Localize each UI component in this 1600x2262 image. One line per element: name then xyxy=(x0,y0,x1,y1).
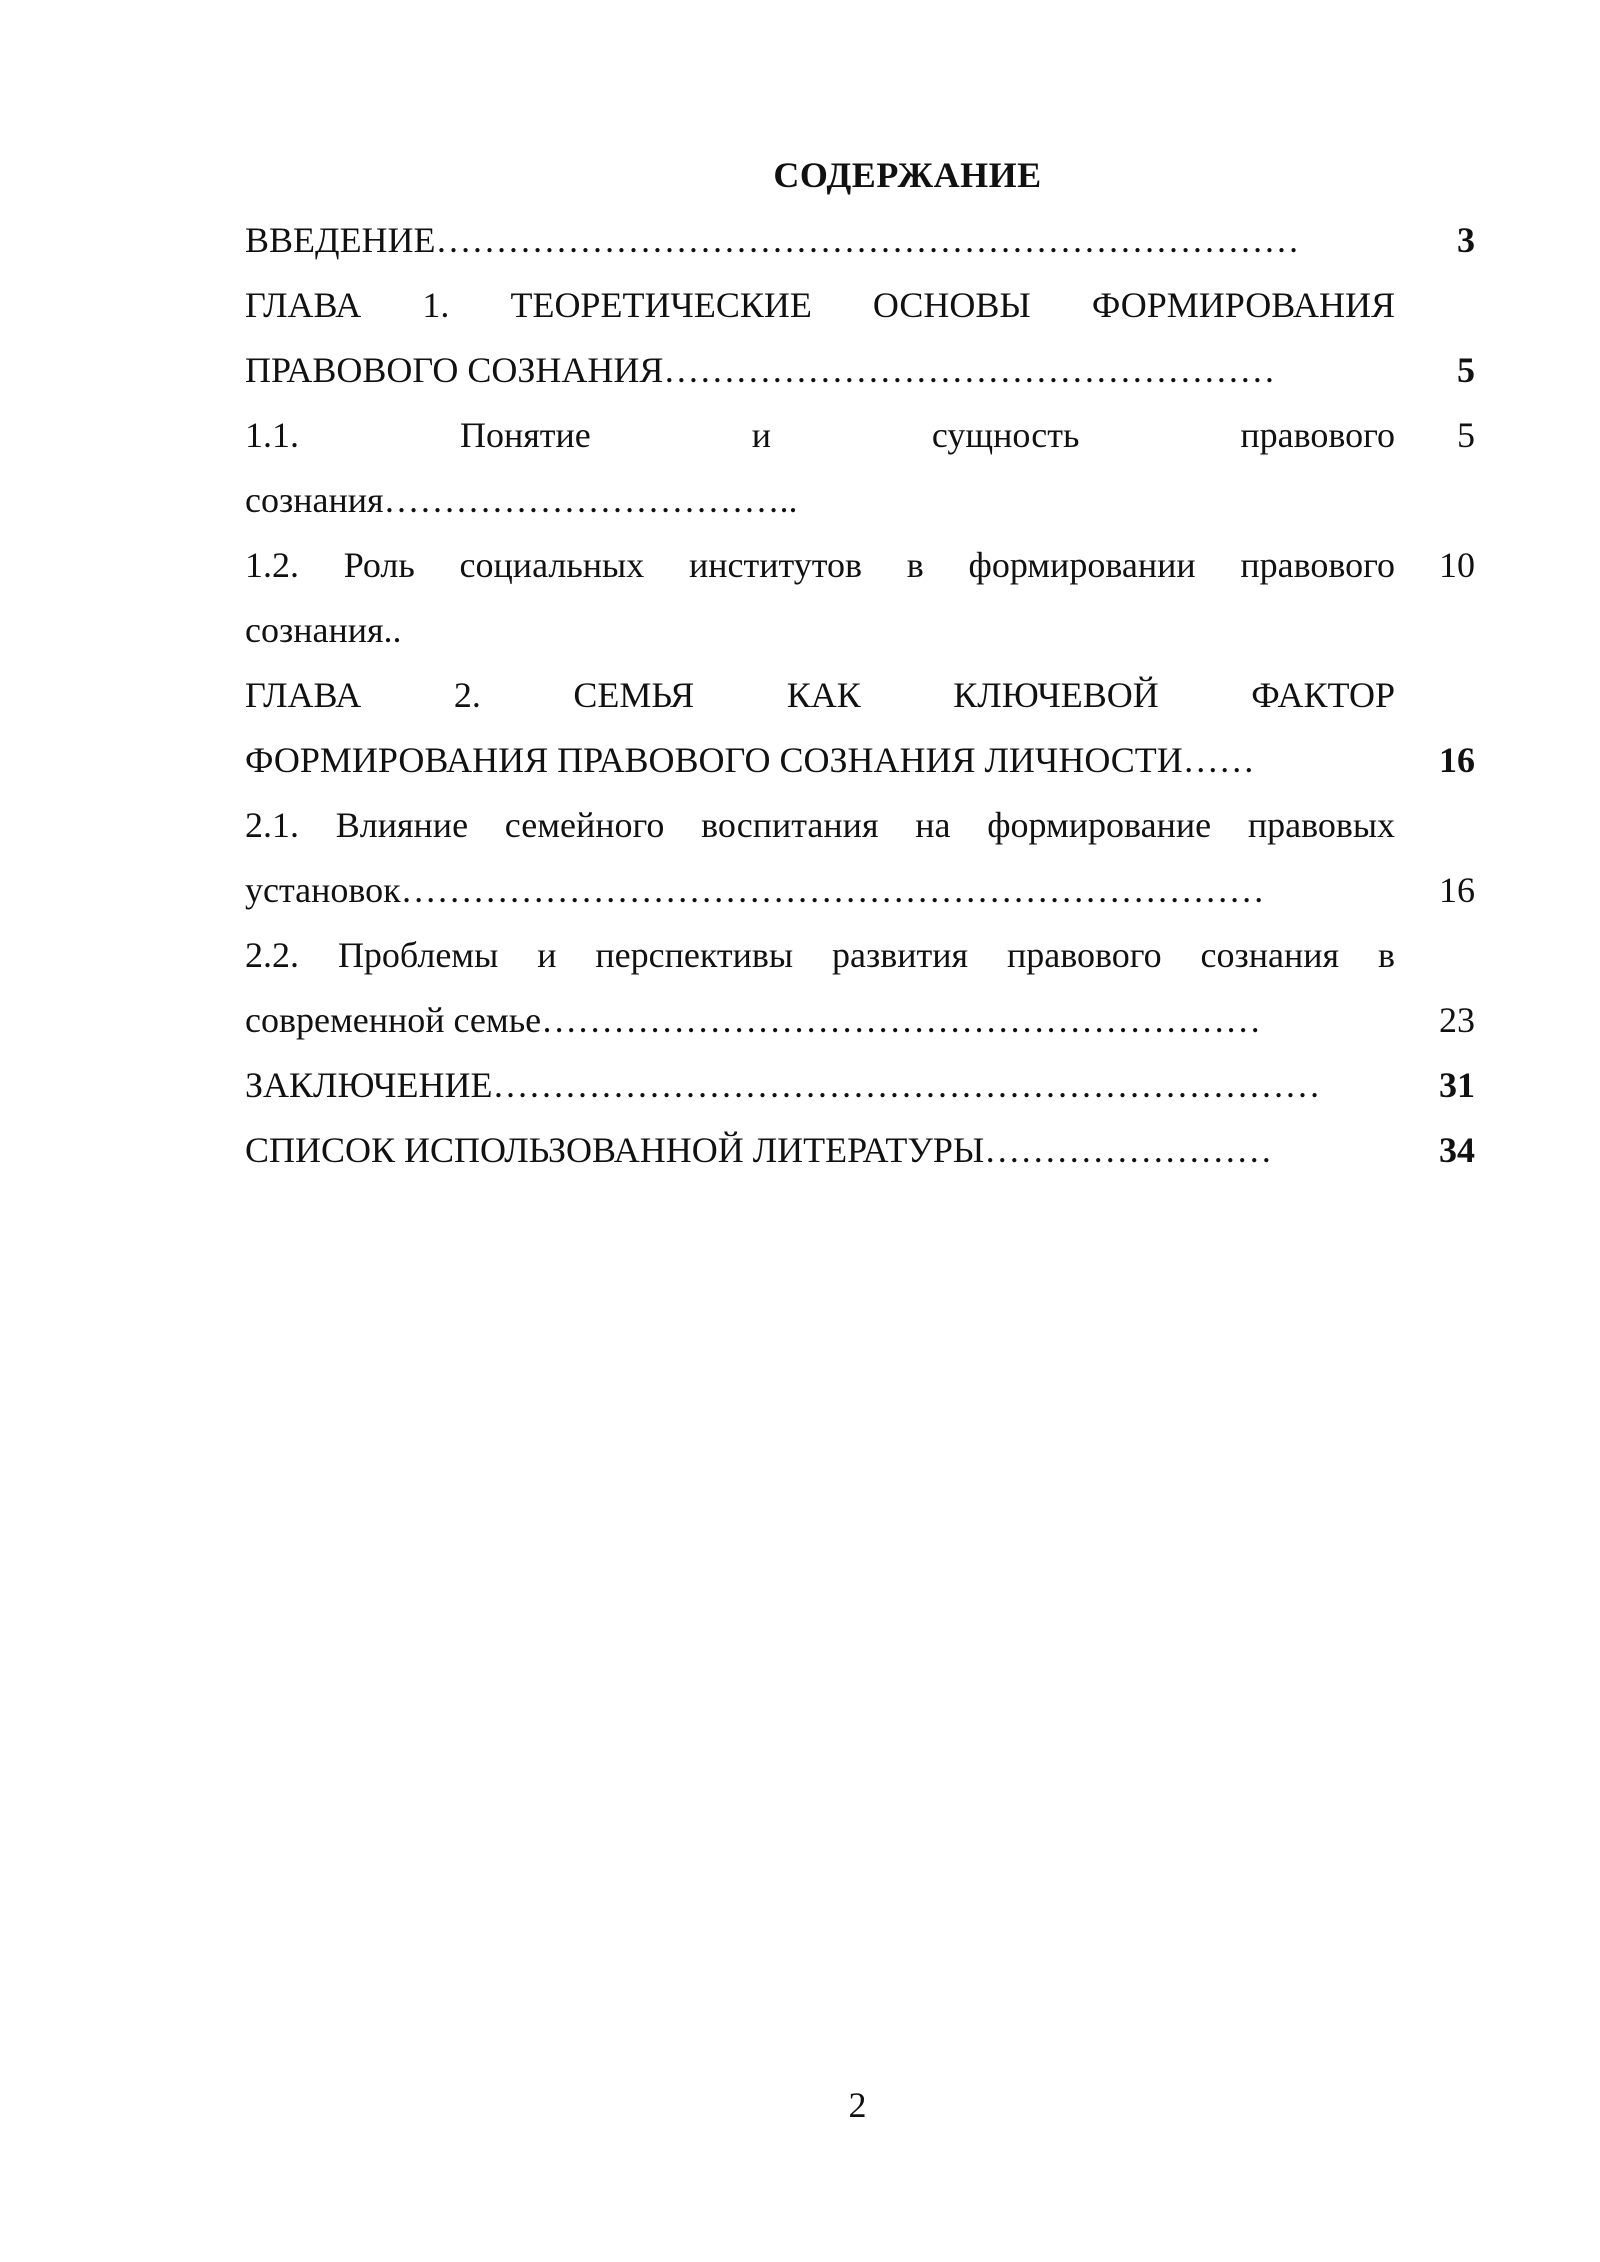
toc-entry-page: 5 xyxy=(1457,350,1475,390)
toc-entry-text: 2.2. Проблемы и перспективы развития правового сознания в xyxy=(245,935,1395,975)
toc-entry-page: 16 xyxy=(1439,740,1475,780)
toc-entry-bibliography[interactable] xyxy=(245,1118,1475,1183)
toc-entry-page: 5 xyxy=(1457,415,1475,455)
toc-entry-section-2-1[interactable] xyxy=(245,793,1475,923)
page-number: 2 xyxy=(848,2085,867,2125)
toc-entry-conclusion[interactable] xyxy=(245,1053,1475,1118)
toc-entry-text: ГЛАВА 2. СЕМЬЯ КАК КЛЮЧЕВОЙ ФАКТОР xyxy=(245,675,1395,715)
toc-entry-text: 1.1. Понятие и сущность правового xyxy=(245,415,1395,455)
toc-entry-page: 16 xyxy=(1439,870,1475,910)
toc-entry-page: 34 xyxy=(1439,1130,1475,1170)
page-title: СОДЕРЖАНИЕ xyxy=(773,155,1042,195)
toc-entry-text: сознания.. xyxy=(245,610,402,650)
toc-entry-text: современной семье…………………………………………………… xyxy=(245,1000,1262,1040)
toc-entry-text: ПРАВОВОГО СОЗНАНИЯ…………………………………………… xyxy=(245,350,1276,390)
toc-entry-section-1-2[interactable] xyxy=(245,533,1475,663)
toc-entry-page: 3 xyxy=(1457,220,1475,260)
toc-entry-section-2-2[interactable] xyxy=(245,923,1475,1053)
toc-entry-text: сознания…………………………….. xyxy=(245,480,798,520)
toc-entry-chapter-1[interactable] xyxy=(245,273,1475,403)
toc-entry-text: 1.2. Роль социальных институтов в формировании правового xyxy=(245,545,1395,585)
toc-entry-text: СПИСОК ИСПОЛЬЗОВАННОЙ ЛИТЕРАТУРЫ…………………… xyxy=(245,1130,1273,1170)
toc-entry-section-1-1[interactable] xyxy=(245,403,1475,533)
toc-entry-introduction[interactable] xyxy=(245,208,1475,273)
toc-entry-text: ГЛАВА 1. ТЕОРЕТИЧЕСКИЕ ОСНОВЫ ФОРМИРОВАНИЯ xyxy=(245,285,1395,325)
toc-entry-page: 10 xyxy=(1439,545,1475,585)
toc-entry-chapter-2[interactable] xyxy=(245,663,1475,793)
toc-entry-page: 23 xyxy=(1439,1000,1475,1040)
toc-entry-text: ЗАКЛЮЧЕНИЕ…………………………………………………………… xyxy=(245,1065,1321,1105)
toc-entry-text: 2.1. Влияние семейного воспитания на формирование правовых xyxy=(245,805,1395,845)
toc-entry-text: ФОРМИРОВАНИЯ ПРАВОВОГО СОЗНАНИЯ ЛИЧНОСТИ…… xyxy=(245,740,1255,780)
table-of-contents xyxy=(245,208,1475,1183)
toc-entry-text: установок……………………………………………………………… xyxy=(245,870,1265,910)
toc-entry-text: ВВЕДЕНИЕ……………………………………………………………… xyxy=(245,220,1300,260)
toc-entry-page: 31 xyxy=(1439,1065,1475,1105)
